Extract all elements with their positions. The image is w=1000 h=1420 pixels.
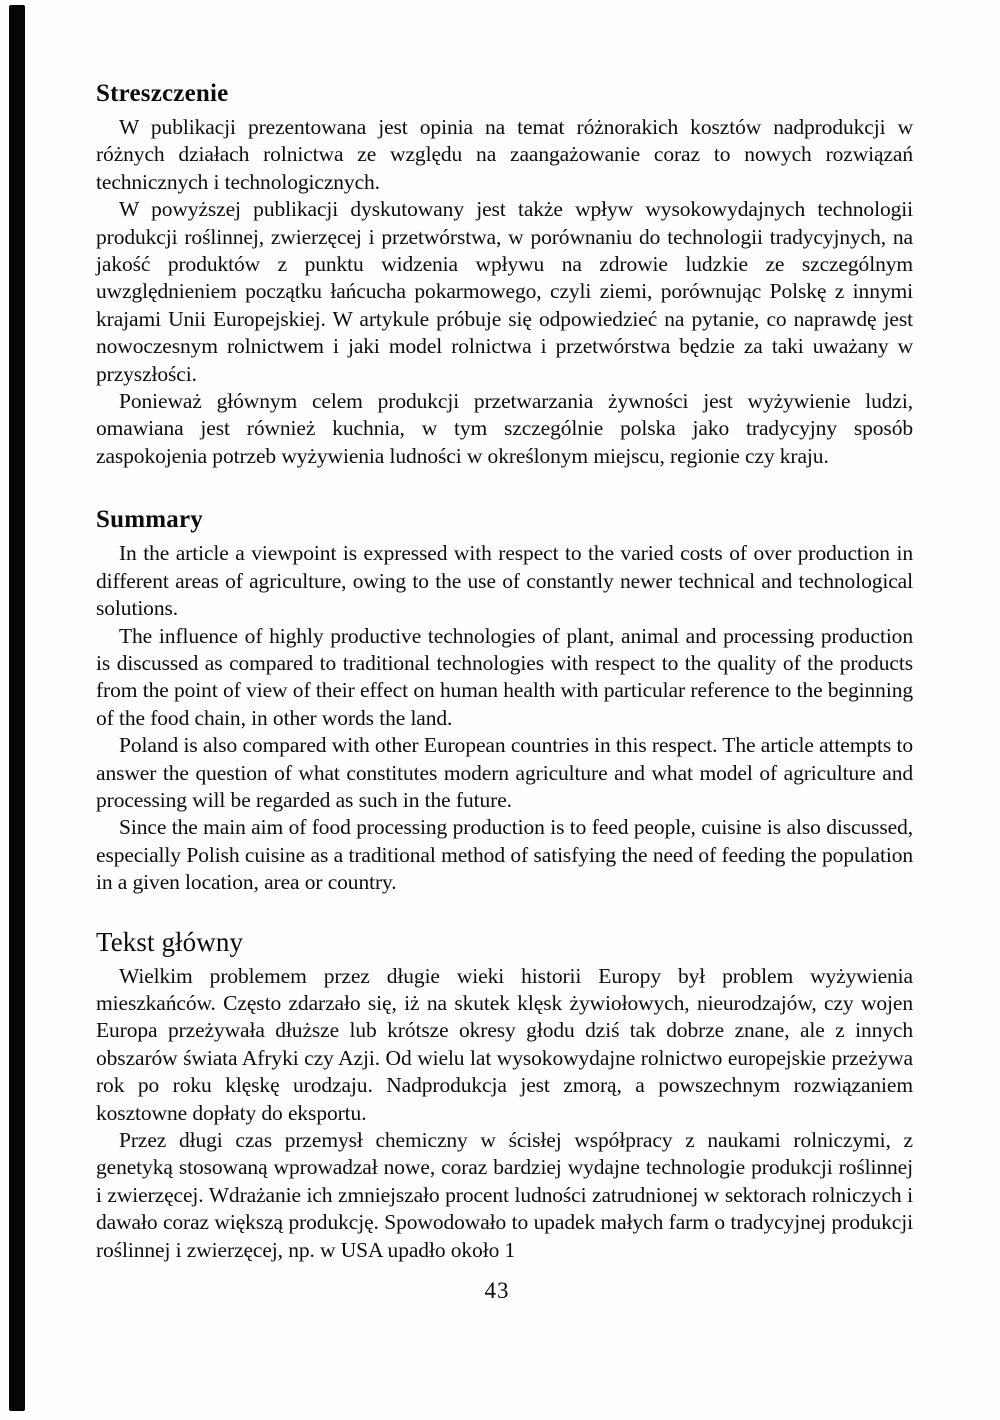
scan-edge-artifact: [9, 5, 25, 1411]
summary-paragraph-2: The influence of highly productive technologies of plant, animal and processing production is discussed as compared to traditional technologies with respect to the quality of the products from the point of view of their effect on human health with particular reference to the beginning of the food chain, in other words the land.: [96, 623, 913, 730]
abstract-paragraph-2: W powyższej publikacji dyskutowany jest także wpływ wysokowydajnych technologii produkcji roślinnej, zwierzęcej i przetwórstwa, w porównaniu do technologii tradycyjnych, na jakość produktów z punktu widzenia wpływu na zdrowie ludzkie ze szczególnym uwzględnieniem początku łańcucha pokarmowego, czyli ziemi, porównując Polskę z innymi krajami Unii Europejskiej. W artykule próbuje się odpowiedzieć na pytanie, co naprawdę jest nowoczesnym rolnictwem i jaki model rolnictwa i przetwórstwa będzie za taki uważany w przyszłości.: [96, 197, 913, 386]
summary-heading: Summary: [96, 506, 203, 534]
page-content: [96, 0, 913, 1264]
summary-paragraph-4: Since the main aim of food processing production is to feed people, cuisine is also discussed, especially Polish cuisine as a traditional method of satisfying the need of feeding the population in a given location, area or country.: [96, 815, 913, 895]
abstract-paragraph-3: Ponieważ głównym celem produkcji przetwarzania żywności jest wyżywienie ludzi, omawiana jest również kuchnia, w tym szczególnie polska jako tradycyjny sposób zaspokojenia potrzeb wyżywienia ludności w określonym miejscu, regionie czy kraju.: [96, 389, 913, 468]
page-number: 43: [484, 1278, 510, 1303]
summary-paragraph-1: In the article a viewpoint is expressed with respect to the varied costs of over production in different areas of agriculture, owing to the use of constantly newer technical and technological solutions.: [96, 541, 913, 621]
section-summary-english: [96, 504, 913, 896]
section-main-text: [96, 927, 913, 1264]
abstract-paragraph-1: W publikacji prezentowana jest opinia na temat różnorakich kosztów nadprodukcji w różnych działach rolnictwa ze względu na zaangażowanie coraz to nowych rozwiązań technicznych i technologicznych.: [96, 115, 913, 194]
summary-paragraph-3: Poland is also compared with other European countries in this respect. The article attempts to answer the question of what constitutes modern agriculture and what model of agriculture and processing will be regarded as such in the future.: [96, 733, 913, 812]
main-text-paragraph-2: Przez długi czas przemysł chemiczny w ścisłej współpracy z naukami rolniczymi, z genetyką stosowaną wprowadzał nowe, coraz bardziej wydajne technologie produkcji roślinnej i zwierzęcej. Wdrażanie ich zmniejszało procent ludności zatrudnionej w sektorach rolniczych i dawało coraz większą produkcję. Spowodowało to upadek małych farm o tradycyjnej produkcji roślinnej i zwierzęcej, np. w USA upadło około 1: [96, 1128, 913, 1262]
main-text-paragraph-1: Wielkim problemem przez długie wieki historii Europy był problem wyżywienia mieszkańców. Często zdarzało się, iż na skutek klęsk żywiołowych, nieurodzajów, czy wojen Europa przeżywała dłuższe lub krótsze okresy głodu dziś tak dobrze znane, ale z innych obszarów świata Afryki czy Azji. Od wielu lat wysokowydajne rolnictwo europejskie przeżywa rok po roku klęskę urodzaju. Nadprodukcja jest zmorą, a powszechnym rozwiązaniem kosztowne dopłaty do eksportu.: [96, 963, 913, 1125]
abstract-heading: Streszczenie: [96, 80, 229, 107]
section-abstract-polish: [96, 78, 913, 470]
main-text-heading: Tekst główny: [96, 926, 244, 957]
